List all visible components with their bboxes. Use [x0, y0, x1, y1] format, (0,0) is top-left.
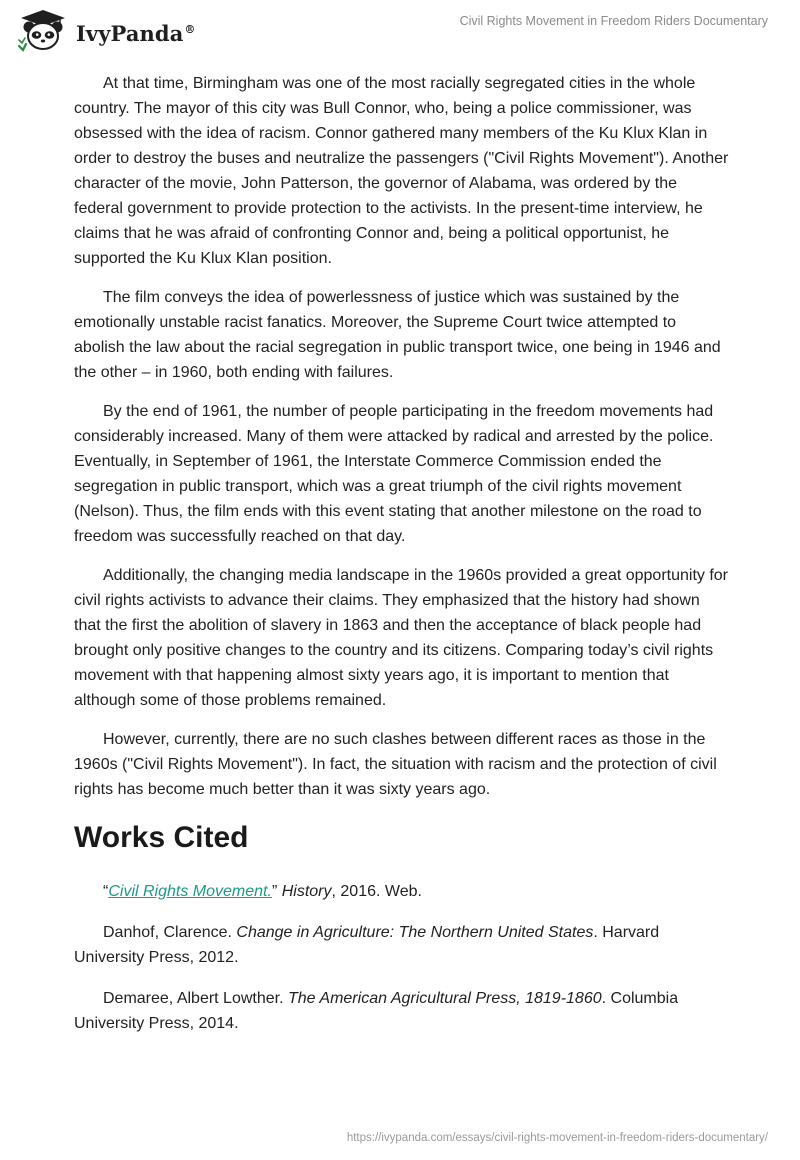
citation-link[interactable]: Civil Rights Movement. — [108, 883, 272, 900]
ivypanda-logo[interactable] — [16, 8, 196, 54]
source-url[interactable]: https://ivypanda.com/essays/civil-rights-movement-in-freedom-riders-documentary/ — [346, 1132, 768, 1144]
citation-title: The American Agricultural Press, 1819-1860 — [287, 990, 602, 1007]
paragraph: However, currently, there are no such clashes between different races as those in the 1960s ("Civil Rights Movement"). In fact, the situation with racism and the protection of civil rights has become much better than it was sixty years ago. — [74, 731, 717, 798]
citation-title: Change in Agriculture: The Northern United States — [236, 924, 594, 941]
brand-name: IvyPanda® — [76, 20, 196, 46]
citation-source: History — [281, 883, 332, 900]
panda-graduate-icon — [16, 8, 70, 54]
works-cited-heading: Works Cited — [74, 821, 249, 854]
paragraph: Additionally, the changing media landscape in the 1960s provided a great opportunity for civil rights activists to advance their claims. They emphasized that the history had shown that the first the abolition of slavery in 1863 and then the acceptance of black people had brought only positive changes to the country and its citizens. Comparing today’s civil rights movement with that happening almost sixty years ago, it is important to mention that although some of those problems remained. — [74, 567, 729, 709]
document-title: Civil Rights Movement in Freedom Riders Documentary — [459, 14, 768, 28]
citation-item: “Civil Rights Movement.” History, 2016. Web. — [103, 883, 422, 900]
citation-item: Danhof, Clarence. Change in Agriculture: The Northern United States. Harvard University Press, 2012. — [74, 924, 660, 966]
citation-item: Demaree, Albert Lowther. The American Agricultural Press, 1819-1860. Columbia University Press, 2014. — [74, 990, 679, 1032]
essay-content — [74, 71, 730, 1052]
paragraph: The film conveys the idea of powerlessness of justice which was sustained by the emotionally unstable racist fanatics. Moreover, the Supreme Court twice attempted to abolish the law about the racial segregation in public transport twice, one being in 1946 and the other – in 1960, both ending with failures. — [74, 289, 721, 381]
paragraph: At that time, Birmingham was one of the most racially segregated cities in the whole country. The mayor of this city was Bull Connor, who, being a police commissioner, was obsessed with the idea of racism. Connor gathered many members of the Ku Klux Klan in order to destroy the buses and neutralize the passengers ("Civil Rights Movement"). Another character of the movie, John Patterson, the governor of Alabama, was ordered by the federal government to provide protection to the activists. In the present-time interview, he claims that he was afraid of confronting Connor and, being a political opportunist, he supported the Ku Klux Klan position. — [74, 75, 729, 267]
paragraph: By the end of 1961, the number of people participating in the freedom movements had considerably increased. Many of them were attacked by radical and arrested by the police. Eventually, in September of 1961, the Interstate Commerce Commission ended the segregation in public transport, which was a great triumph of the civil rights movement (Nelson). Thus, the film ends with this event stating that another milestone on the road to freedom was successfully reached on that day. — [74, 403, 714, 545]
page-header — [0, 0, 800, 64]
